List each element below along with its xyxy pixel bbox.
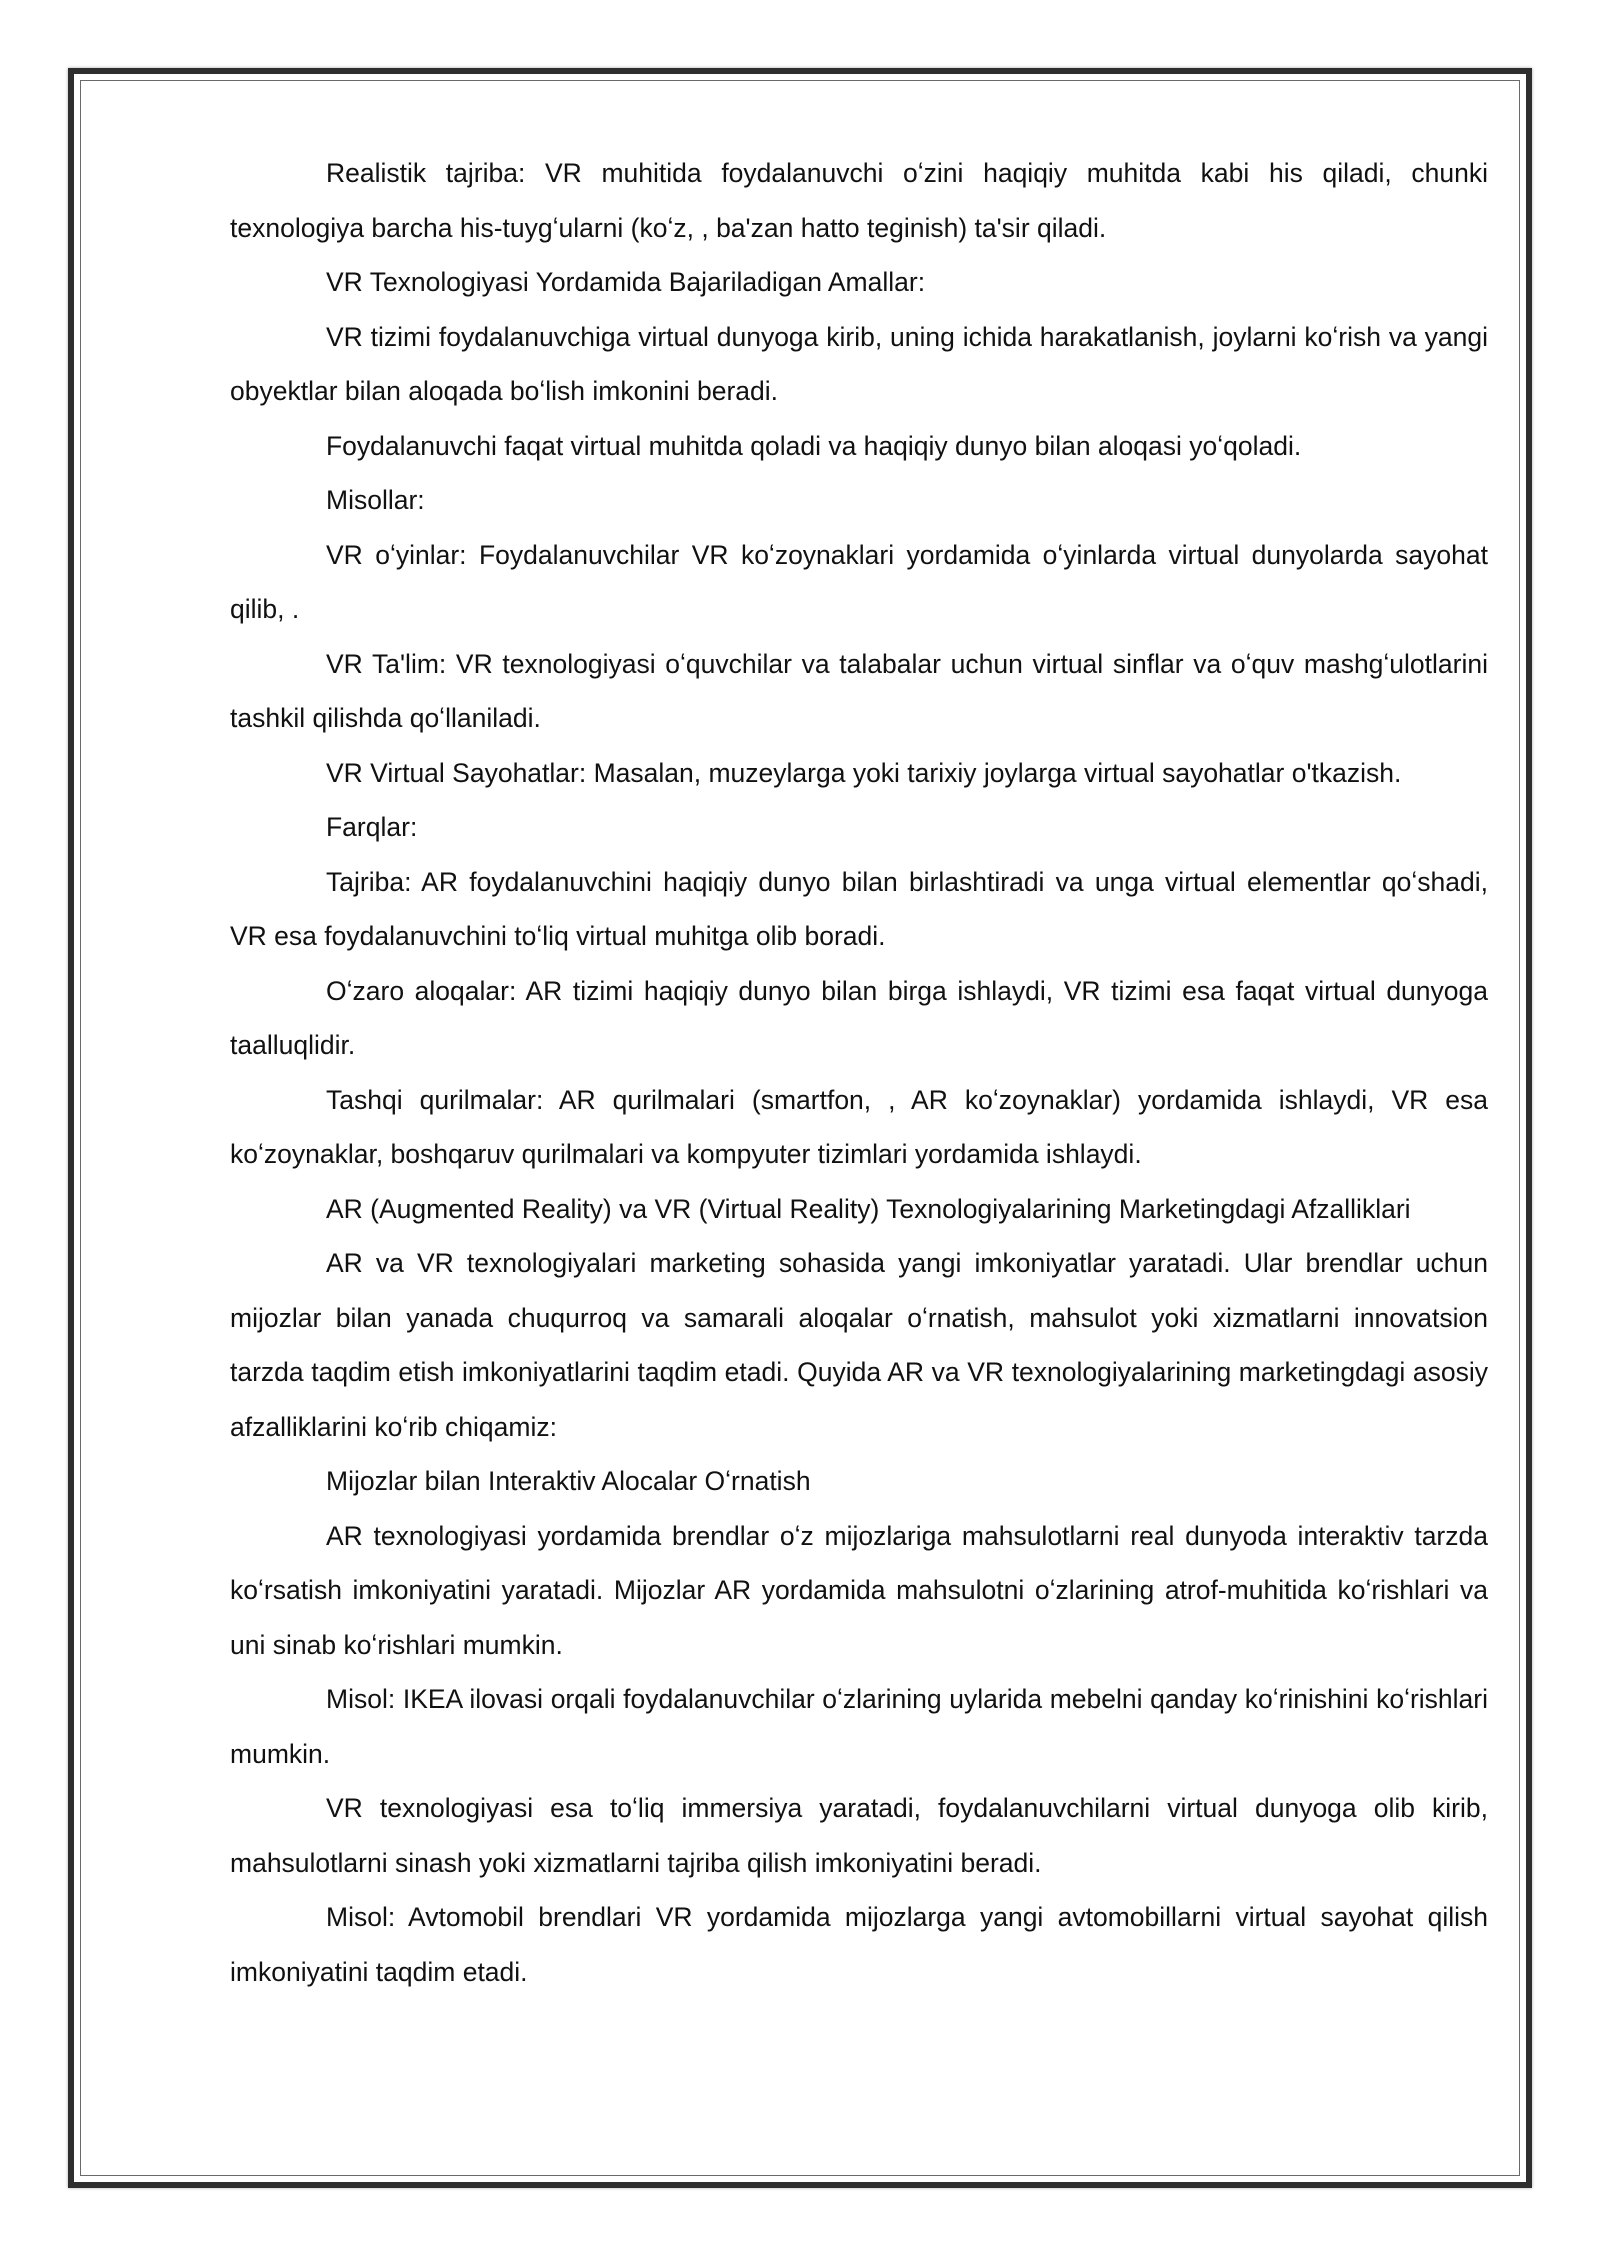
heading-marketing-advantages: AR (Augmented Reality) va VR (Virtual Reality) Texnologiyalarining Marketingdagi Afzalliklari xyxy=(326,1193,1411,1224)
heading-vr-actions: VR Texnologiyasi Yordamida Bajariladigan Amallar: xyxy=(326,267,926,297)
paragraph-auto-example: Misol: Avtomobil brendlari VR yordamida mijozlarga yangi avtomobillarni virtual sayohat qilish imkoniyatini taqdim etadi. xyxy=(230,1902,1488,1987)
document-body xyxy=(230,146,1488,1999)
paragraph-experience-difference: Tajriba: AR foydalanuvchini haqiqiy dunyo bilan birlashtiradi va unga virtual elementlar qoʻshadi, VR esa foydalanuvchini toʻliq virtual muhitga olib boradi. xyxy=(230,866,1488,951)
paragraph-vr-tours: VR Virtual Sayohatlar: Masalan, muzeylarga yoki tarixiy joylarga virtual sayohatlar o'tkazish. xyxy=(326,757,1402,788)
paragraph-realistic-experience: Realistik tajriba: VR muhitida foydalanuvchi oʻzini haqiqiy muhitda kabi his qiladi, chunki texnologiya barcha his-tuygʻularni (koʻz, , ba'zan hatto teginish) ta'sir qiladi. xyxy=(230,158,1488,243)
heading-examples: Misollar: xyxy=(326,485,425,515)
heading-interactive-relations: Mijozlar bilan Interaktiv Alocalar Oʻrnatish xyxy=(326,1466,811,1496)
paragraph-devices-difference: Tashqi qurilmalar: AR qurilmalari (smartfon, , AR koʻzoynaklar) yordamida ishlaydi, VR esa koʻzoynaklar, boshqaruv qurilmalari va kompyuter tizimlari yordamida ishlaydi. xyxy=(230,1084,1488,1169)
paragraph-user-virtual-only: Foydalanuvchi faqat virtual muhitda qoladi va haqiqiy dunyo bilan aloqasi yoʻqoladi. xyxy=(326,430,1302,461)
paragraph-ikea-example: Misol: IKEA ilovasi orqali foydalanuvchilar oʻzlarining uylarida mebelni qanday koʻrinishini koʻrishlari mumkin. xyxy=(230,1684,1488,1769)
paragraph-vr-immersion: VR texnologiyasi esa toʻliq immersiya yaratadi, foydalanuvchilarni virtual dunyoga olib kirib, mahsulotlarni sinash yoki xizmatlarni tajriba qilish imkoniyatini beradi. xyxy=(230,1793,1488,1878)
heading-differences: Farqlar: xyxy=(326,812,418,842)
paragraph-vr-system: VR tizimi foydalanuvchiga virtual dunyoga kirib, uning ichida harakatlanish, joylarni koʻrish va yangi obyektlar bilan aloqada boʻlish imkonini beradi. xyxy=(230,321,1488,406)
paragraph-vr-education: VR Ta'lim: VR texnologiyasi oʻquvchilar va talabalar uchun virtual sinflar va oʻquv mashgʻulotlarini tashkil qilishda qoʻllaniladi. xyxy=(230,648,1488,733)
paragraph-interaction-difference: Oʻzaro aloqalar: AR tizimi haqiqiy dunyo bilan birga ishlaydi, VR tizimi esa faqat virtual dunyoga taalluqlidir. xyxy=(230,975,1488,1060)
paragraph-marketing-intro: AR va VR texnologiyalari marketing sohasida yangi imkoniyatlar yaratadi. Ular brendlar uchun mijozlar bilan yanada chuqurroq va samarali aloqalar oʻrnatish, mahsulot yoki xizmatlarni innovatsion tarzda taqdim etish imkoniyatlarini taqdim etadi. Quyida AR va VR texnologiyalarining marketingdagi asosiy afzalliklarini koʻrib chiqamiz: xyxy=(230,1248,1488,1442)
paragraph-vr-games: VR oʻyinlar: Foydalanuvchilar VR koʻzoynaklari yordamida oʻyinlarda virtual dunyolarda sayohat qilib, . xyxy=(230,539,1488,624)
paragraph-ar-brands: AR texnologiyasi yordamida brendlar oʻz mijozlariga mahsulotlarni real dunyoda interaktiv tarzda koʻrsatish imkoniyatini yaratadi. Mijozlar AR yordamida mahsulotni oʻzlarining atrof-muhitida koʻrishlari va uni sinab koʻrishlari mumkin. xyxy=(230,1520,1488,1660)
